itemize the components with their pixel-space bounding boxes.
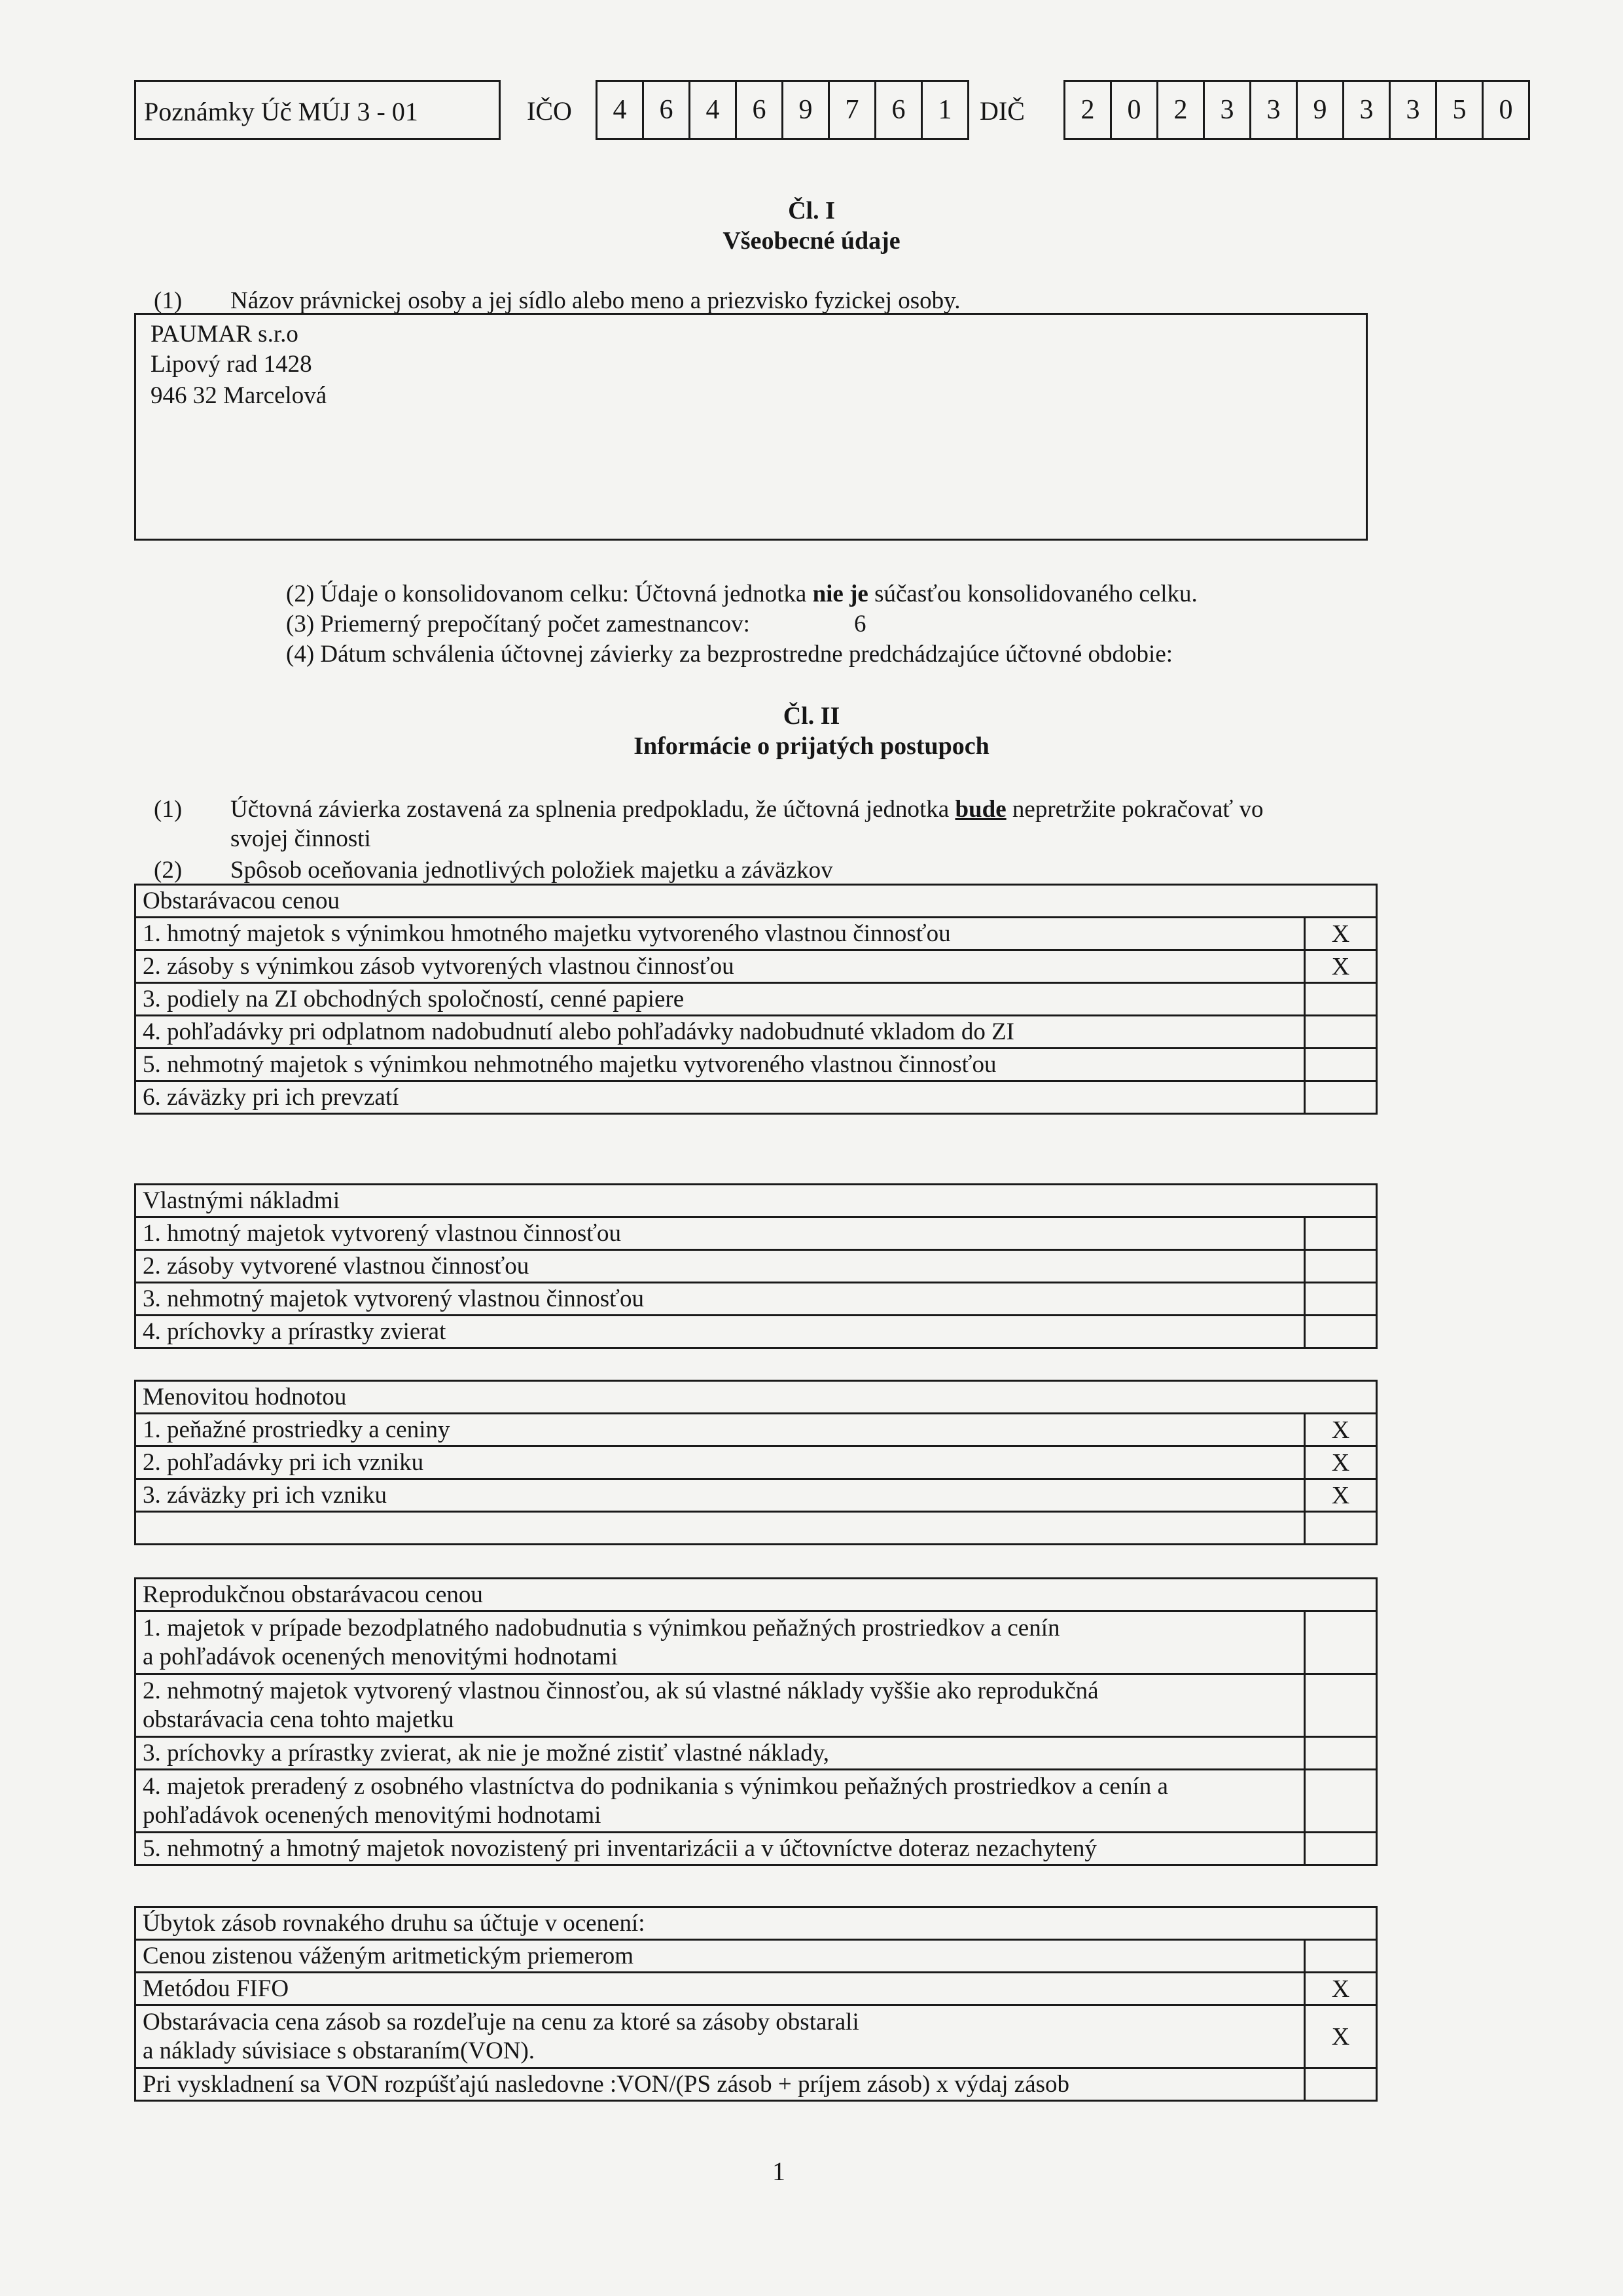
sec2-item2-number: (2) (154, 857, 183, 884)
row-checkmark: X (1305, 1973, 1377, 2005)
row-checkmark (1305, 1217, 1377, 1250)
row-text (135, 1674, 1305, 1737)
consolidation-rest: súčasťou konsolidovaného celku. (868, 581, 1198, 607)
dic-digit: 3 (1389, 80, 1437, 140)
row-text (135, 2068, 1305, 2101)
form-label: Poznámky Úč MÚJ 3 - 01 (144, 97, 418, 126)
table-row (135, 1283, 1377, 1316)
table-row (135, 1217, 1377, 1250)
row-checkmark (1305, 1833, 1377, 1865)
row-checkmark (1305, 1737, 1377, 1770)
row-line2: a pohľadávok ocenených menovitými hodnotami (143, 1643, 618, 1670)
row-checkmark (1305, 1940, 1377, 1973)
row-checkmark: X (1305, 950, 1377, 983)
table-row (135, 1016, 1377, 1049)
row-checkmark (1305, 2068, 1377, 2101)
table-row (135, 1479, 1377, 1512)
dic-digit: 2 (1063, 80, 1112, 140)
row-checkmark (1305, 1283, 1377, 1316)
row-checkmark (1305, 1611, 1377, 1674)
table-obstaravacou-cenou (134, 884, 1378, 1115)
table-row (135, 983, 1377, 1016)
table-row (135, 1940, 1377, 1973)
going-concern-line (230, 795, 1263, 823)
row-text: 2. zásoby vytvorené vlastnou činnosťou (135, 1250, 1305, 1283)
table-header-row (135, 885, 1377, 918)
table-header: Reprodukčnou obstarávacou cenou (135, 1579, 1305, 1611)
row-text: 6. záväzky pri ich prevzatí (135, 1081, 1305, 1114)
row-checkmark (1305, 1316, 1377, 1348)
entity-name: PAUMAR s.r.o (151, 321, 298, 348)
consolidation-label: (2) Údaje o konsolidovanom celku: Účtovná jednotka (286, 581, 813, 607)
row-checkmark: X (1305, 2005, 1377, 2068)
row-text (135, 1940, 1305, 1973)
row-text (135, 1833, 1305, 1865)
section1-title: Všeobecné údaje (722, 227, 901, 255)
section1-number: Čl. I (788, 197, 835, 224)
table-row (135, 950, 1377, 983)
row-checkmark (1305, 1081, 1377, 1114)
table-reprodukcnou-cenou (134, 1577, 1378, 1866)
dic-digit: 5 (1435, 80, 1484, 140)
table-row (135, 2005, 1377, 2068)
row-text (135, 1973, 1305, 2005)
table-row (135, 1316, 1377, 1348)
row-text: 3. nehmotný majetok vytvorený vlastnou činnosťou (135, 1283, 1305, 1316)
row-text (135, 1611, 1305, 1674)
row-checkmark (1305, 1770, 1377, 1833)
table-row (135, 1446, 1377, 1479)
dic-digit: 2 (1156, 80, 1205, 140)
dic-digit: 3 (1249, 80, 1298, 140)
dic-digit: 3 (1342, 80, 1391, 140)
item1-number: (1) (154, 287, 183, 314)
row-line1: Obstarávacia cena zásob sa rozdeľuje na cenu za ktoré sa zásoby obstarali (143, 2008, 859, 2036)
row-text: 5. nehmotný majetok s výnimkou nehmotného majetku vytvoreného vlastnou činnosťou (135, 1049, 1305, 1081)
table-header: Vlastnými nákladmi (135, 1185, 1305, 1217)
section2-title: Informácie o prijatých postupoch (633, 732, 990, 760)
row-line2: obstarávacia cena tohto majetku (143, 1706, 454, 1733)
form-label-box (134, 80, 501, 140)
dic-digit: 0 (1110, 80, 1158, 140)
table-header-mark (1305, 1381, 1377, 1414)
table-row (135, 2068, 1377, 2101)
row-line1: 1. majetok v prípade bezodplatného nadobudnutia s výnimkou peňažných prostriedkov a cenín (143, 1614, 1060, 1641)
table-row (135, 1674, 1377, 1737)
ico-digit: 6 (735, 80, 783, 140)
ico-digit: 6 (642, 80, 690, 140)
row-text: 4. príchovky a prírastky zvierat (135, 1316, 1305, 1348)
entity-name-box (134, 313, 1368, 541)
table-header: Úbytok zásob rovnakého druhu sa účtuje v ocenení: (135, 1907, 1305, 1940)
table-row (135, 1250, 1377, 1283)
row-checkmark (1305, 983, 1377, 1016)
row-line1: 2. nehmotný majetok vytvorený vlastnou činnosťou, ak sú vlastné náklady vyššie ako reprodukčná (143, 1677, 1099, 1704)
row-checkmark: X (1305, 1479, 1377, 1512)
table-header-row (135, 1381, 1377, 1414)
row-text (135, 2005, 1305, 2068)
table-menovitou-hodnotou (134, 1380, 1378, 1545)
row-line1: Metódou FIFO (143, 1975, 289, 2002)
row-line1: Pri vyskladnení sa VON rozpúšťajú nasledovne :VON/(PS zásob + príjem zásob) x výdaj zásob (143, 2070, 1070, 2098)
ico-label: IČO (527, 96, 572, 126)
row-text: 1. hmotný majetok vytvorený vlastnou činnosťou (135, 1217, 1305, 1250)
row-text: 2. pohľadávky pri ich vzniku (135, 1446, 1305, 1479)
consolidation-line (286, 580, 1198, 608)
table-row (135, 1512, 1377, 1545)
table-header-mark (1305, 1579, 1377, 1611)
row-line2: a náklady súvisiace s obstaraním(VON). (143, 2037, 535, 2064)
row-line1: 5. nehmotný a hmotný majetok novozistený pri inventarizácii a v účtovníctve doteraz nezachytený (143, 1835, 1097, 1862)
dic-label: DIČ (980, 96, 1025, 126)
row-line1: 3. príchovky a prírastky zvierat, ak nie je možné zistiť vlastné náklady, (143, 1739, 830, 1767)
table-header: Obstarávacou cenou (135, 885, 1305, 918)
row-text: 4. pohľadávky pri odplatnom nadobudnutí alebo pohľadávky nadobudnuté vkladom do ZI (135, 1016, 1305, 1049)
dic-digit: 9 (1296, 80, 1344, 140)
table-header-row (135, 1907, 1377, 1940)
item1-label: Názov právnickej osoby a jej sídlo alebo meno a priezvisko fyzickej osoby. (230, 287, 961, 314)
table-header-mark (1305, 1907, 1377, 1940)
page-number: 1 (772, 2157, 785, 2186)
row-line1: 4. majetok preradený z osobného vlastníctva do podnikania s výnimkou peňažných prostriedkov a cenín a (143, 1772, 1168, 1800)
ico-digit: 7 (828, 80, 876, 140)
table-row (135, 1611, 1377, 1674)
row-text: 1. peňažné prostriedky a ceniny (135, 1414, 1305, 1446)
row-checkmark: X (1305, 1414, 1377, 1446)
ico-digit: 4 (596, 80, 644, 140)
section2-number: Čl. II (783, 702, 840, 730)
row-checkmark: X (1305, 1446, 1377, 1479)
row-text: 3. podiely na ZI obchodných spoločností, cenné papiere (135, 983, 1305, 1016)
row-checkmark (1305, 1674, 1377, 1737)
entity-city: 946 32 Marcelová (151, 382, 327, 409)
approval-date-label: (4) Dátum schválenia účtovnej závierky za bezprostredne predchádzajúce účtovné obdobie: (286, 641, 1173, 668)
ico-digit: 9 (781, 80, 830, 140)
table-row (135, 918, 1377, 950)
table-header-row (135, 1579, 1377, 1611)
employees-value: 6 (854, 611, 866, 637)
table-header-mark (1305, 885, 1377, 918)
dic-digit: 0 (1482, 80, 1530, 140)
table-row (135, 1049, 1377, 1081)
ico-digit: 6 (874, 80, 923, 140)
row-text: 3. záväzky pri ich vzniku (135, 1479, 1305, 1512)
row-text (135, 1512, 1305, 1545)
going-concern-c: nepretržite pokračovať vo (1006, 796, 1264, 823)
entity-street: Lipový rad 1428 (151, 351, 312, 378)
table-header: Menovitou hodnotou (135, 1381, 1305, 1414)
table-ubytok-zasob (134, 1906, 1378, 2102)
ico-digit: 1 (921, 80, 969, 140)
row-line1: Cenou zistenou váženým aritmetickým priemerom (143, 1942, 634, 1969)
sec2-item1-number: (1) (154, 796, 183, 823)
table-row (135, 1833, 1377, 1865)
going-concern-a: Účtovná závierka zostavená za splnenia predpokladu, že účtovná jednotka (230, 796, 955, 823)
employees-label: (3) Priemerný prepočítaný počet zamestnancov: (286, 611, 750, 637)
row-checkmark: X (1305, 918, 1377, 950)
row-text: 2. zásoby s výnimkou zásob vytvorených vlastnou činnosťou (135, 950, 1305, 983)
valuation-label: Spôsob oceňovania jednotlivých položiek majetku a záväzkov (230, 857, 833, 884)
row-line2: pohľadávok ocenených menovitými hodnotami (143, 1801, 601, 1829)
going-concern-line2: svojej činnosti (230, 825, 371, 852)
table-row (135, 1973, 1377, 2005)
row-checkmark (1305, 1512, 1377, 1545)
ico-digit: 4 (688, 80, 737, 140)
table-row (135, 1770, 1377, 1833)
consolidation-emphasis: nie je (812, 581, 868, 607)
row-text (135, 1770, 1305, 1833)
dic-digit: 3 (1203, 80, 1251, 140)
table-header-mark (1305, 1185, 1377, 1217)
row-text (135, 1737, 1305, 1770)
table-row (135, 1081, 1377, 1114)
table-vlastnymi-nakladmi (134, 1183, 1378, 1349)
table-row (135, 1414, 1377, 1446)
going-concern-emphasis: bude (955, 796, 1007, 823)
row-text: 1. hmotný majetok s výnimkou hmotného majetku vytvoreného vlastnou činnosťou (135, 918, 1305, 950)
table-row (135, 1737, 1377, 1770)
table-header-row (135, 1185, 1377, 1217)
row-checkmark (1305, 1016, 1377, 1049)
row-checkmark (1305, 1250, 1377, 1283)
row-checkmark (1305, 1049, 1377, 1081)
